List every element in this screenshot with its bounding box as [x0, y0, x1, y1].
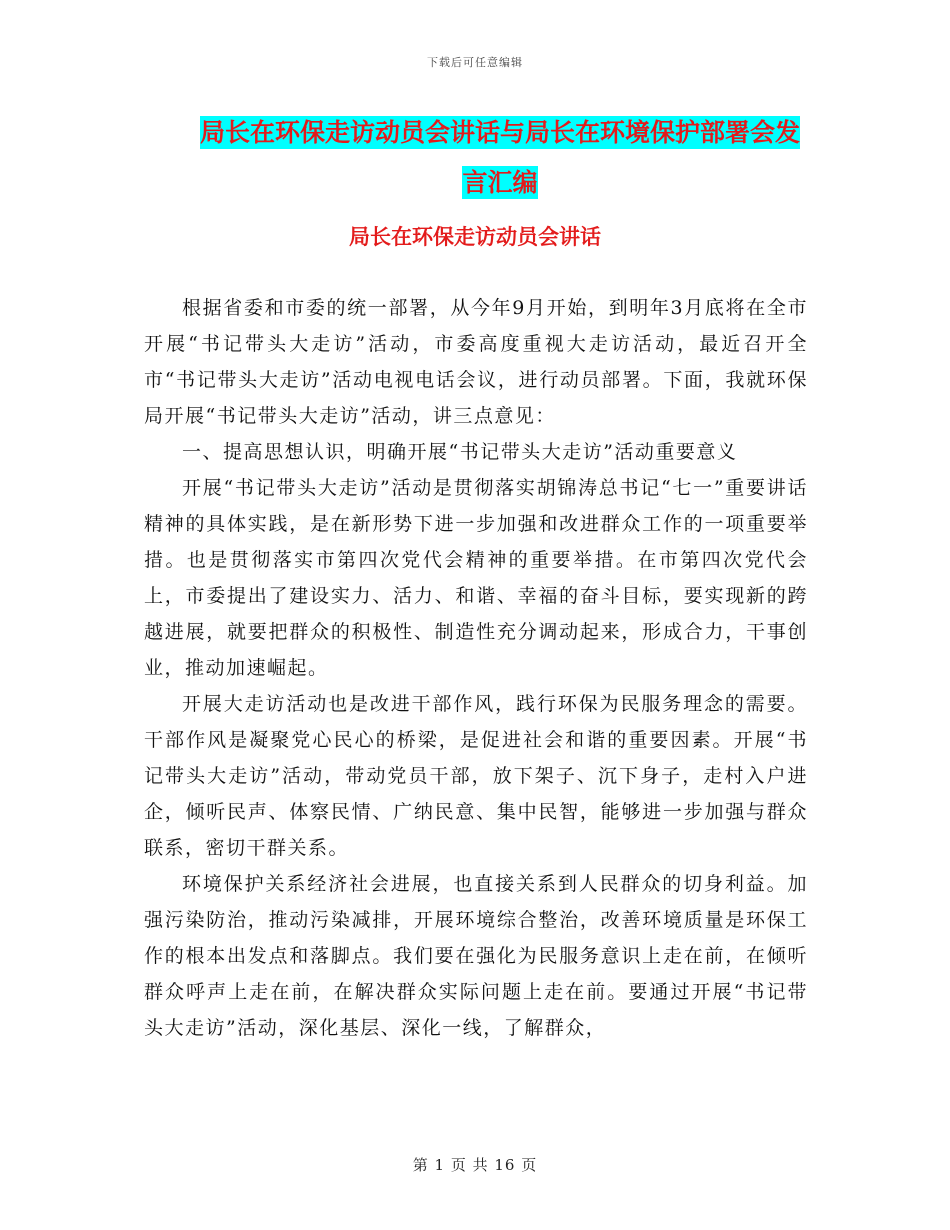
page-footer: 第 1 页 共 16 页: [412, 1156, 538, 1174]
header-note: 下载后可任意编辑: [427, 56, 523, 69]
paragraph: 根据省委和市委的统一部署，从今年9月开始，到明年3月底将在全市开展“书记带头大走访”活动，市委高度重视大走访活动，最近召开全市“书记带头大走访”活动电视电话会议，进行动员部署。下面，我就环保局开展“书记带头大走访”活动，讲三点意见：: [144, 297, 808, 427]
paragraph-heading: 一、提高思想认识，明确开展“书记带头大走访”活动重要意义: [182, 441, 738, 463]
document-title-text: 局长在环保走访动员会讲话与局长在环境保护部署会发言汇编: [199, 118, 800, 197]
paragraph: 开展大走访活动也是改进干部作风，践行环保为民服务理念的需要。干部作风是凝聚党心民心的桥梁，是促进社会和谐的重要因素。开展“书记带头大走访”活动，带动党员干部，放下架子、沉下身子，走村入户进企，倾听民声、体察民情、广纳民意、集中民智，能够进一步加强与群众联系，密切干群关系。: [144, 693, 808, 859]
body-text: [144, 290, 808, 1046]
paragraph: 开展“书记带头大走访”活动是贯彻落实胡锦涛总书记“七一”重要讲话精神的具体实践，是在新形势下进一步加强和改进群众工作的一项重要举措。也是贯彻落实市第四次党代会精神的重要举措。在市第四次党代会上，市委提出了建设实力、活力、和谐、幸福的奋斗目标，要实现新的跨越进展，就要把群众的积极性、制造性充分调动起来，形成合力，干事创业，推动加速崛起。: [144, 477, 808, 679]
section-title: 局长在环保走访动员会讲话: [349, 225, 601, 249]
paragraph: 环境保护关系经济社会进展，也直接关系到人民群众的切身利益。加强污染防治，推动污染减排，开展环境综合整治，改善环境质量是环保工作的根本出发点和落脚点。我们要在强化为民服务意识上走在前，在倾听群众呼声上走在前，在解决群众实际问题上走在前。要通过开展“书记带头大走访”活动，深化基层、深化一线，了解群众，: [144, 873, 808, 1039]
document-title: [190, 108, 810, 208]
